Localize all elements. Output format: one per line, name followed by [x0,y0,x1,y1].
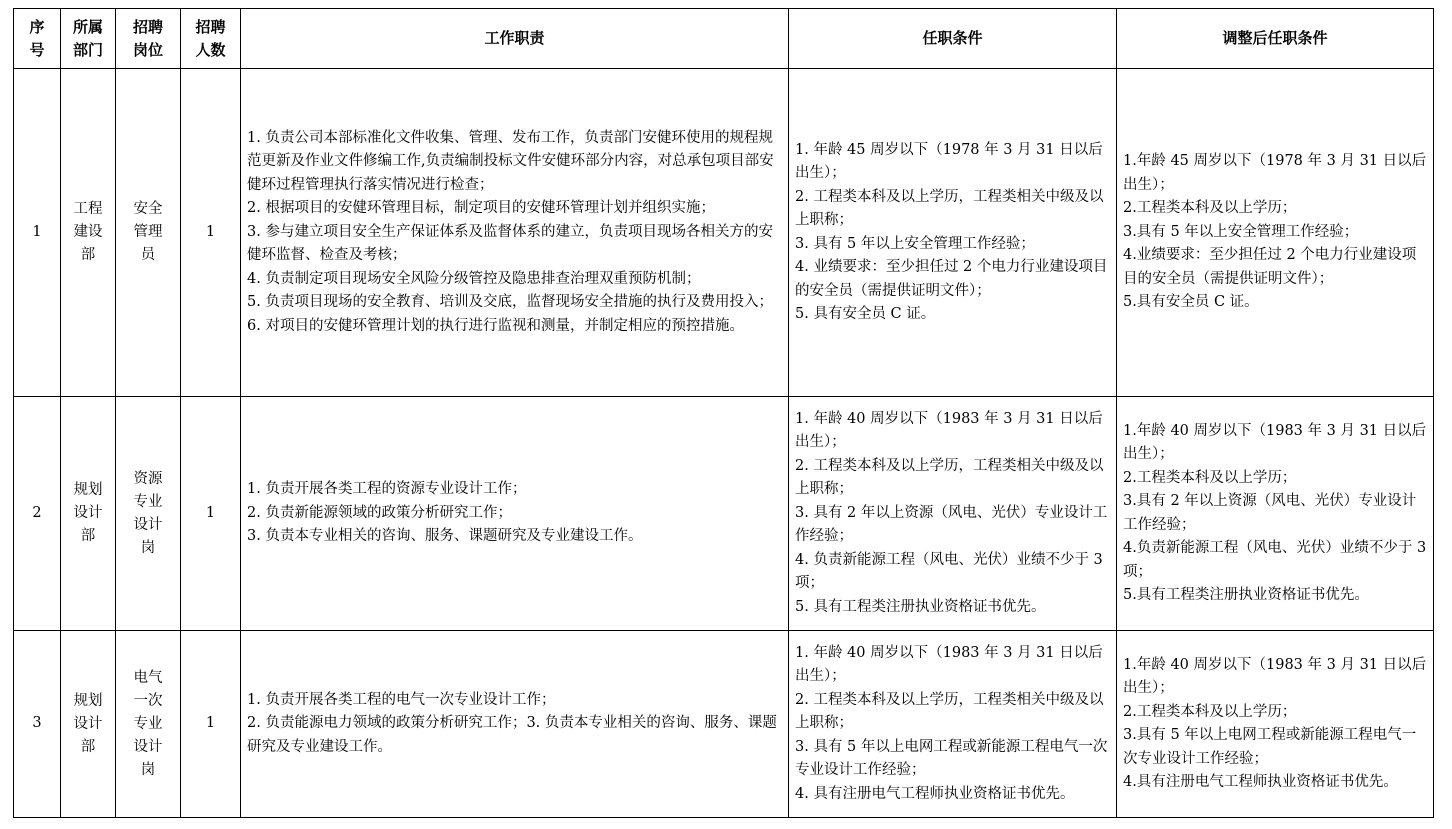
dept-line: 设计 [73,505,103,521]
header-post [116,9,181,69]
dept-line: 设计 [73,715,103,732]
header-seq [14,9,61,69]
post-line: 员 [140,247,156,263]
dept-line: 建设 [73,224,103,240]
header-adjusted: 调整后任职条件 [1117,9,1434,69]
adjusted-item: 5.具有安全员 C 证。 [1123,294,1259,311]
cell-count: 1 [181,69,241,397]
cell-dept [61,69,116,397]
adjusted-item: 4.具有注册电气工程师执业资格证书优先。 [1123,774,1398,790]
cell-post [116,397,181,631]
duty-item: 4. 负责制定项目现场安全风险分级管控及隐患排查治理双重预防机制； [247,270,701,287]
header-duties: 工作职责 [241,9,789,69]
post-line: 岗 [140,539,156,556]
cell-requirements [789,631,1117,818]
requirement-item: 4. 业绩要求：至少担任过 2 个电力行业建设项目的安全员（需提供证明文件）； [795,259,1108,299]
duty-item: 3. 参与建立项目安全生产保证体系及监督体系的建立，负责项目现场各相关方的安健环监督、检查及考核； [247,223,773,264]
cell-seq: 3 [14,631,61,818]
requirement-item: 2. 工程类本科及以上学历，工程类相关中级及以上职称； [795,188,1104,228]
post-line: 管理 [133,224,163,240]
post-line: 岗 [140,761,156,778]
adjusted-item: 1.年龄 45 周岁以下（1978 年 3 月 31 日以后出生）； [1123,153,1427,193]
requirement-item: 3. 具有 5 年以上安全管理工作经验； [795,235,1035,252]
cell-duties [241,397,789,631]
header-post-line: 岗位 [132,40,163,59]
duty-item: 5. 负责项目现场的安全教育、培训及交底，监督现场安全措施的执行及费用投入； [247,294,773,311]
cell-seq: 1 [14,69,61,397]
duty-item: 2. 负责新能源领域的政策分析研究工作； [247,504,512,521]
requirement-item: 1. 年龄 40 周岁以下（1983 年 3 月 31 日以后出生）； [795,644,1103,685]
post-line: 资源 [133,470,163,487]
header-count-line: 人数 [195,40,226,59]
requirement-item: 1. 年龄 45 周岁以下（1978 年 3 月 31 日以后出生）； [795,141,1103,181]
post-line: 一次 [133,692,163,709]
adjusted-item: 1.年龄 40 周岁以下（1983 年 3 月 31 日以后出生）； [1123,656,1427,696]
requirement-item: 5. 具有安全员 C 证。 [795,306,936,322]
requirement-item: 2. 工程类本科及以上学历，工程类相关中级及以上职称； [795,457,1104,498]
header-row [14,9,1434,69]
post-line: 设计 [133,738,163,755]
header-dept-line: 所属 [72,17,103,36]
post-line: 电气 [133,669,163,686]
adjusted-item: 3.具有 5 年以上安全管理工作经验； [1123,223,1359,240]
duty-item: 1. 负责开展各类工程的资源专业设计工作； [247,481,527,498]
header-post-line: 招聘 [132,17,163,36]
cell-seq: 2 [14,397,61,631]
header-requirements: 任职条件 [789,9,1117,69]
cell-adjusted [1117,397,1434,631]
post-line: 设计 [133,516,163,533]
cell-adjusted [1117,631,1434,818]
dept-line: 规划 [73,482,103,498]
requirement-item: 4. 负责新能源工程（风电、光伏）业绩不少于 3 项； [795,551,1103,592]
adjusted-item: 3.具有 5 年以上电网工程或新能源工程电气一次专业设计工作经验； [1123,727,1417,767]
requirement-item: 1. 年龄 40 周岁以下（1983 年 3 月 31 日以后出生）； [795,410,1103,451]
requirement-item: 3. 具有 5 年以上电网工程或新能源工程电气一次专业设计工作经验； [795,738,1108,779]
post-line: 安全 [133,201,163,217]
requirement-item: 3. 具有 2 年以上资源（风电、光伏）专业设计工作经验； [795,504,1108,545]
header-count-line: 招聘 [195,17,226,36]
adjusted-item: 4.负责新能源工程（风电、光伏）业绩不少于 3 项； [1123,540,1427,580]
table-row [14,631,1434,818]
cell-post [116,69,181,397]
duty-item: 6. 对项目的安健环管理计划的执行进行监视和测量，并制定相应的预控措施。 [247,317,744,334]
header-seq-line: 序 [29,17,45,36]
cell-count: 1 [181,631,241,818]
table-row [14,397,1434,631]
header-count [181,9,241,69]
adjusted-item: 2.工程类本科及以上学历； [1123,703,1297,720]
requirement-item: 2. 工程类本科及以上学历，工程类相关中级及以上职称； [795,691,1104,732]
duty-item: 1. 负责开展各类工程的电气一次专业设计工作； [247,691,556,708]
dept-line: 部 [80,738,96,755]
cell-requirements [789,69,1117,397]
cell-dept [61,631,116,818]
adjusted-item: 2.工程类本科及以上学历； [1123,200,1297,217]
dept-line: 工程 [73,201,103,217]
cell-duties [241,631,789,818]
adjusted-item: 5.具有工程类注册执业资格证书优先。 [1123,587,1369,603]
duty-item: 1. 负责公司本部标准化文件收集、管理、发布工作，负责部门安健环使用的规程规范更新及作业文件修编工作,负责编制投标文件安健环部分内容，对总承包项目部安健环过程管理执行落实情况进行检查； [247,129,774,193]
cell-count: 1 [181,397,241,631]
adjusted-item: 1.年龄 40 周岁以下（1983 年 3 月 31 日以后出生）； [1123,422,1427,462]
table-row [14,69,1434,397]
adjusted-item: 3.具有 2 年以上资源（风电、光伏）专业设计工作经验； [1123,493,1417,533]
dept-line: 部 [80,528,96,544]
cell-adjusted [1117,69,1434,397]
adjusted-item: 4.业绩要求：至少担任过 2 个电力行业建设项目的安全员（需提供证明文件）； [1123,247,1417,287]
cell-requirements [789,397,1117,631]
requirement-item: 4. 具有注册电气工程师执业资格证书优先。 [795,785,1075,802]
adjusted-item: 2.工程类本科及以上学历； [1123,469,1297,486]
header-dept [61,9,116,69]
header-dept-line: 部门 [72,40,103,59]
duty-item: 3. 负责本专业相关的咨询、服务、课题研究及专业建设工作。 [247,528,643,545]
cell-post [116,631,181,818]
recruitment-table [13,8,1434,818]
header-seq-line: 号 [29,40,45,59]
cell-duties [241,69,789,397]
post-line: 专业 [133,715,163,732]
requirement-item: 5. 具有工程类注册执业资格证书优先。 [795,598,1046,615]
cell-dept [61,397,116,631]
dept-line: 规划 [73,692,103,709]
post-line: 专业 [133,493,163,510]
duty-item: 2. 负责能源电力领域的政策分析研究工作；3. 负责本专业相关的咨询、服务、课题研究及专业建设工作。 [247,715,777,755]
duty-item: 2. 根据项目的安健环管理目标，制定项目的安健环管理计划并组织实施； [247,200,715,217]
dept-line: 部 [80,247,96,263]
